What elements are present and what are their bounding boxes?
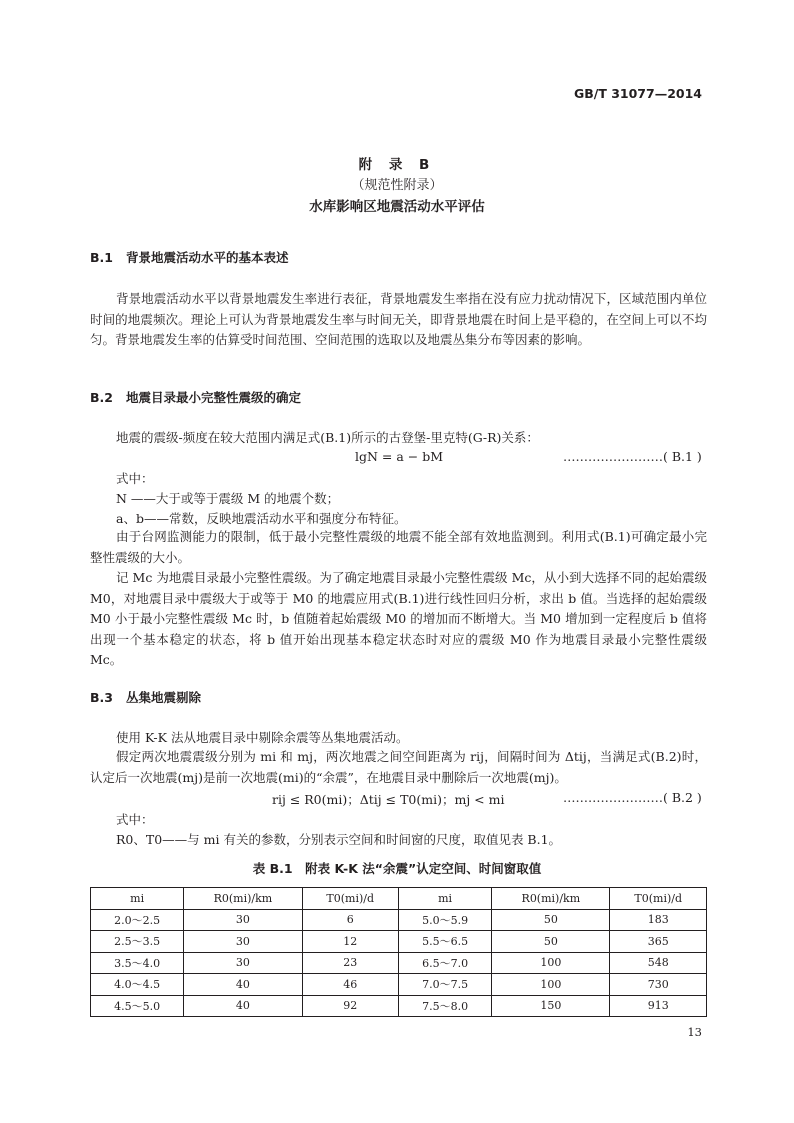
kk-window-table: [90, 887, 707, 1017]
formula-b2-ref: ……………………( B.2 ): [563, 790, 702, 805]
table-cell: 3.5～4.0: [91, 952, 184, 974]
section-b3-title: 丛集地震剔除: [126, 690, 202, 705]
table-cell: 150: [492, 995, 610, 1017]
table-cell: 913: [610, 995, 707, 1017]
table-cell: 5.0～5.9: [398, 909, 491, 931]
section-b1-title: 背景地震活动水平的基本表述: [126, 250, 289, 265]
table-cell: 100: [492, 952, 610, 974]
table-cell: 7.0～7.5: [398, 974, 491, 996]
table-header-cell: R0(mi)/km: [184, 888, 302, 910]
table-row: [91, 909, 707, 931]
formula-b2: rij ≤ R0(mi)；Δtij ≤ T0(mi)；mj < mi: [272, 792, 505, 807]
table-row: [91, 952, 707, 974]
table-cell: 30: [184, 909, 302, 931]
table-cell: 30: [184, 931, 302, 953]
table-cell: 92: [302, 995, 398, 1017]
table-cell: 548: [610, 952, 707, 974]
table-cell: 2.5～3.5: [91, 931, 184, 953]
table-row: [91, 974, 707, 996]
b2-intro: 地震的震级-频度在较大范围内满足式(B.1)所示的古登堡-里克特(G-R)关系：: [116, 430, 539, 445]
table-header-cell: T0(mi)/d: [302, 888, 398, 910]
table-cell: 40: [184, 995, 302, 1017]
table-cell: 12: [302, 931, 398, 953]
table-header-cell: mi: [91, 888, 184, 910]
section-b1-paragraph: 背景地震活动水平以背景地震发生率进行表征，背景地震发生率指在没有应力扰动情况下，区域范围内单位时间的地震频次。理论上可认为背景地震发生率与时间无关，即背景地震在时间上是平稳的，在空间上可以不均匀。背景地震发生率的估算受时间范围、空间范围的选取以及地震丛集分布等因素的影响。: [90, 291, 707, 347]
table-cell: 100: [492, 974, 610, 996]
table-cell: 730: [610, 974, 707, 996]
section-b2-heading: [90, 388, 301, 406]
b2-paragraph-1: 由于台网监测能力的限制，低于最小完整性震级的地震不能全部有效地监测到。利用式(B.1)可确定最小完整性震级的大小。: [90, 529, 707, 565]
table-cell: 30: [184, 952, 302, 974]
table-header-cell: mi: [398, 888, 491, 910]
section-b2-title: 地震目录最小完整性震级的确定: [126, 390, 302, 405]
table-cell: 50: [492, 931, 610, 953]
table-cell: 6.5～7.0: [398, 952, 491, 974]
table-header-row: [91, 888, 707, 910]
table-cell: 4.0～4.5: [91, 974, 184, 996]
b3-def-r0-t0: R0、T0——与 mi 有关的参数，分别表示空间和时间窗的尺度，取值见表 B.1。: [116, 832, 562, 847]
table-row: [91, 995, 707, 1017]
section-b3-number: B.3: [90, 690, 113, 705]
table-row: [91, 931, 707, 953]
table-cell: 6: [302, 909, 398, 931]
table-caption: 表 B.1 附表 K-K 法“余震”认定空间、时间窗取值: [252, 861, 542, 876]
table-cell: 365: [610, 931, 707, 953]
table-cell: 7.5～8.0: [398, 995, 491, 1017]
table-cell: 5.5～6.5: [398, 931, 491, 953]
b2-where: 式中：: [116, 471, 154, 486]
section-b2-number: B.2: [90, 390, 113, 405]
section-b1-number: B.1: [90, 250, 113, 265]
b3-paragraph-1: 使用 K-K 法从地震目录中剔除余震等丛集地震活动。: [116, 730, 409, 745]
table-cell: 40: [184, 974, 302, 996]
formula-b1: lgN = a − bM: [355, 449, 444, 464]
table-cell: 50: [492, 909, 610, 931]
table-cell: 2.0～2.5: [91, 909, 184, 931]
standard-code: GB/T 31077—2014: [573, 86, 702, 101]
table-cell: 23: [302, 952, 398, 974]
formula-b1-ref: ……………………( B.1 ): [563, 449, 702, 464]
b2-paragraph-2: 记 Mc 为地震目录最小完整性震级。为了确定地震目录最小完整性震级 Mc，从小到大选择不同的起始震级 M0，对地震目录中震级大于或等于 M0 的地震应用式(B.1)进行线性回归分析，求出 b 值。当选择的起始震级 M0 小于最小完整性震级 Mc 时，b 值随着起始震级 M0 的增加而不断增大。当 M0 增加到一定程度后 b 值将出现一个基本稳定的状态，将 b 值开始出现基本稳定状态时对应的震级 M0 作为地震目录最小完整性震级 Mc。: [90, 570, 707, 667]
appendix-name: 水库影响区地震活动水平评估: [309, 199, 485, 215]
table-cell: 183: [610, 909, 707, 931]
b3-where: 式中：: [116, 812, 154, 827]
b3-paragraph-2: 假定两次地震震级分别为 mi 和 mj，两次地震之间空间距离为 rij，间隔时间为 Δtij，当满足式(B.2)时，认定后一次地震(mj)是前一次地震(mi)的“余震”，在地震目录中删除后一次地震(mj)。: [90, 749, 707, 785]
page-number: 13: [687, 1025, 702, 1039]
table-header-cell: T0(mi)/d: [610, 888, 707, 910]
b2-def-ab: a、b——常数，反映地震活动水平和强度分布特征。: [116, 511, 407, 526]
table-cell: 4.5～5.0: [91, 995, 184, 1017]
section-b1-heading: [90, 248, 289, 266]
appendix-title: 附 录 B: [358, 157, 436, 173]
table-header-cell: R0(mi)/km: [492, 888, 610, 910]
section-b3-heading: [90, 688, 201, 706]
appendix-type: （规范性附录）: [351, 178, 443, 193]
table-cell: 46: [302, 974, 398, 996]
b2-def-n: N ——大于或等于震级 M 的地震个数；: [116, 491, 340, 506]
